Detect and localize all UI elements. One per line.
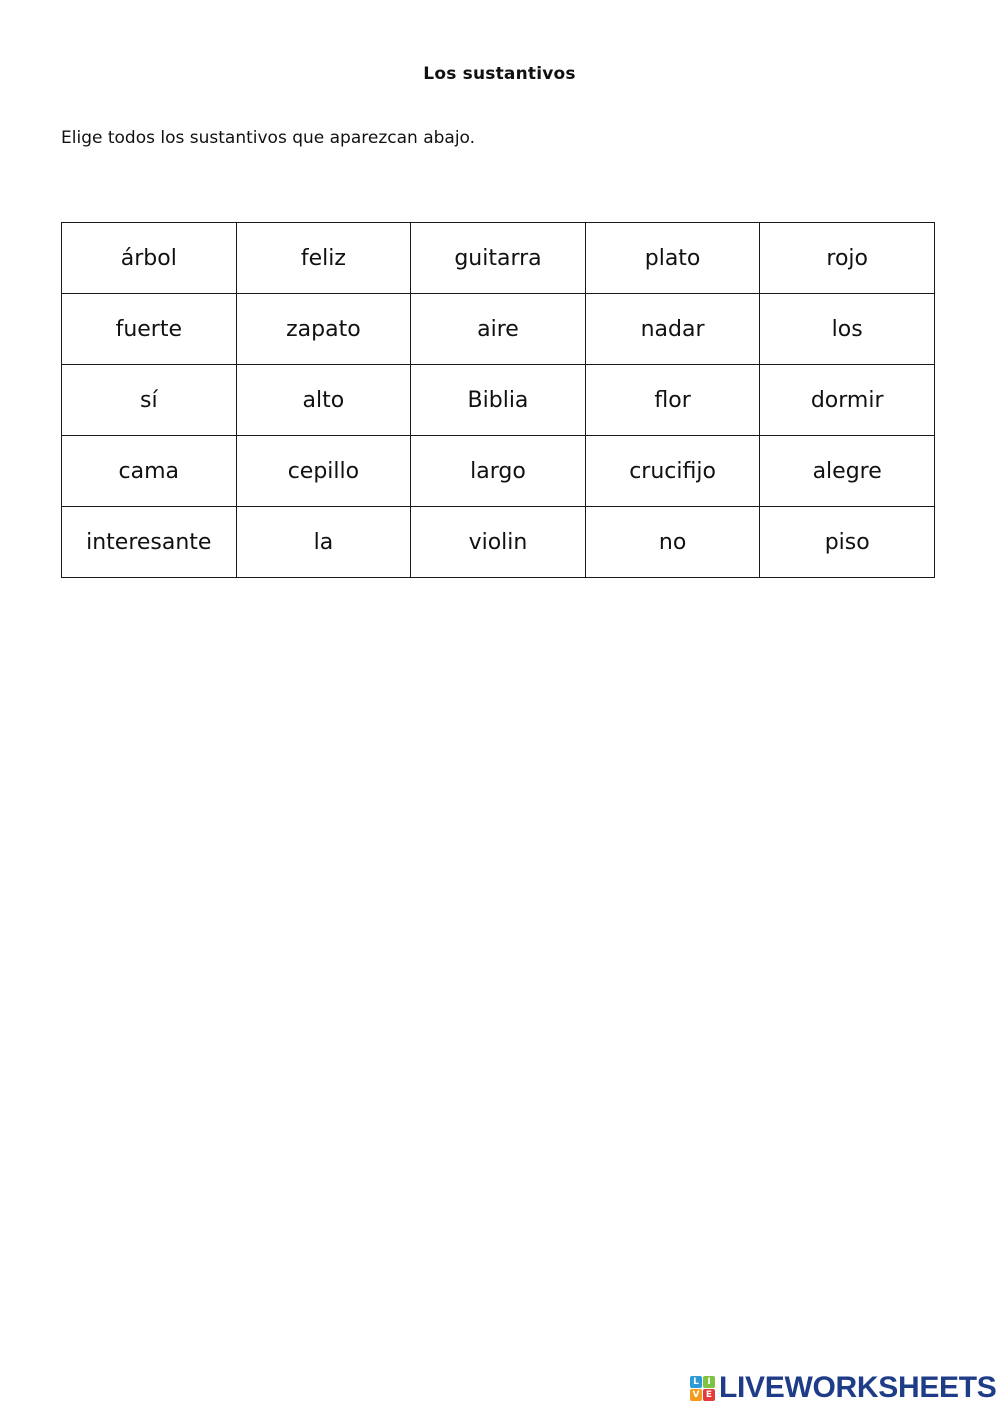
liveworksheets-wordmark: LIVEWORKSHEETS: [719, 1371, 997, 1404]
word-cell[interactable]: crucifijo: [585, 436, 760, 507]
word-cell[interactable]: piso: [760, 507, 935, 578]
word-cell[interactable]: no: [585, 507, 760, 578]
word-cell[interactable]: sí: [62, 365, 237, 436]
grid-row: [62, 294, 935, 365]
word-grid: [61, 222, 935, 578]
word-cell[interactable]: interesante: [62, 507, 237, 578]
worksheet-instruction: Elige todos los sustantivos que aparezcan abajo.: [61, 128, 476, 148]
word-cell[interactable]: cama: [62, 436, 237, 507]
word-cell[interactable]: zapato: [236, 294, 411, 365]
word-cell[interactable]: cepillo: [236, 436, 411, 507]
grid-row: [62, 223, 935, 294]
word-cell[interactable]: flor: [585, 365, 760, 436]
word-cell[interactable]: árbol: [62, 223, 237, 294]
worksheet-title: Los sustantivos: [423, 64, 576, 84]
logo-tile: I: [703, 1376, 715, 1388]
word-cell[interactable]: los: [760, 294, 935, 365]
word-cell[interactable]: guitarra: [411, 223, 586, 294]
logo-tile: L: [690, 1376, 702, 1388]
word-cell[interactable]: rojo: [760, 223, 935, 294]
word-cell[interactable]: plato: [585, 223, 760, 294]
logo-tile: V: [690, 1389, 702, 1401]
grid-row: [62, 365, 935, 436]
word-cell[interactable]: fuerte: [62, 294, 237, 365]
grid-row: [62, 507, 935, 578]
word-cell[interactable]: feliz: [236, 223, 411, 294]
word-cell[interactable]: Biblia: [411, 365, 586, 436]
liveworksheets-logo-icon: [690, 1376, 715, 1401]
logo-tile: E: [703, 1389, 715, 1401]
word-cell[interactable]: la: [236, 507, 411, 578]
word-cell[interactable]: alto: [236, 365, 411, 436]
word-cell[interactable]: nadar: [585, 294, 760, 365]
word-cell[interactable]: largo: [411, 436, 586, 507]
word-cell[interactable]: dormir: [760, 365, 935, 436]
word-cell[interactable]: aire: [411, 294, 586, 365]
grid-row: [62, 436, 935, 507]
word-cell[interactable]: alegre: [760, 436, 935, 507]
word-cell[interactable]: violin: [411, 507, 586, 578]
liveworksheets-brand: [690, 1372, 997, 1404]
